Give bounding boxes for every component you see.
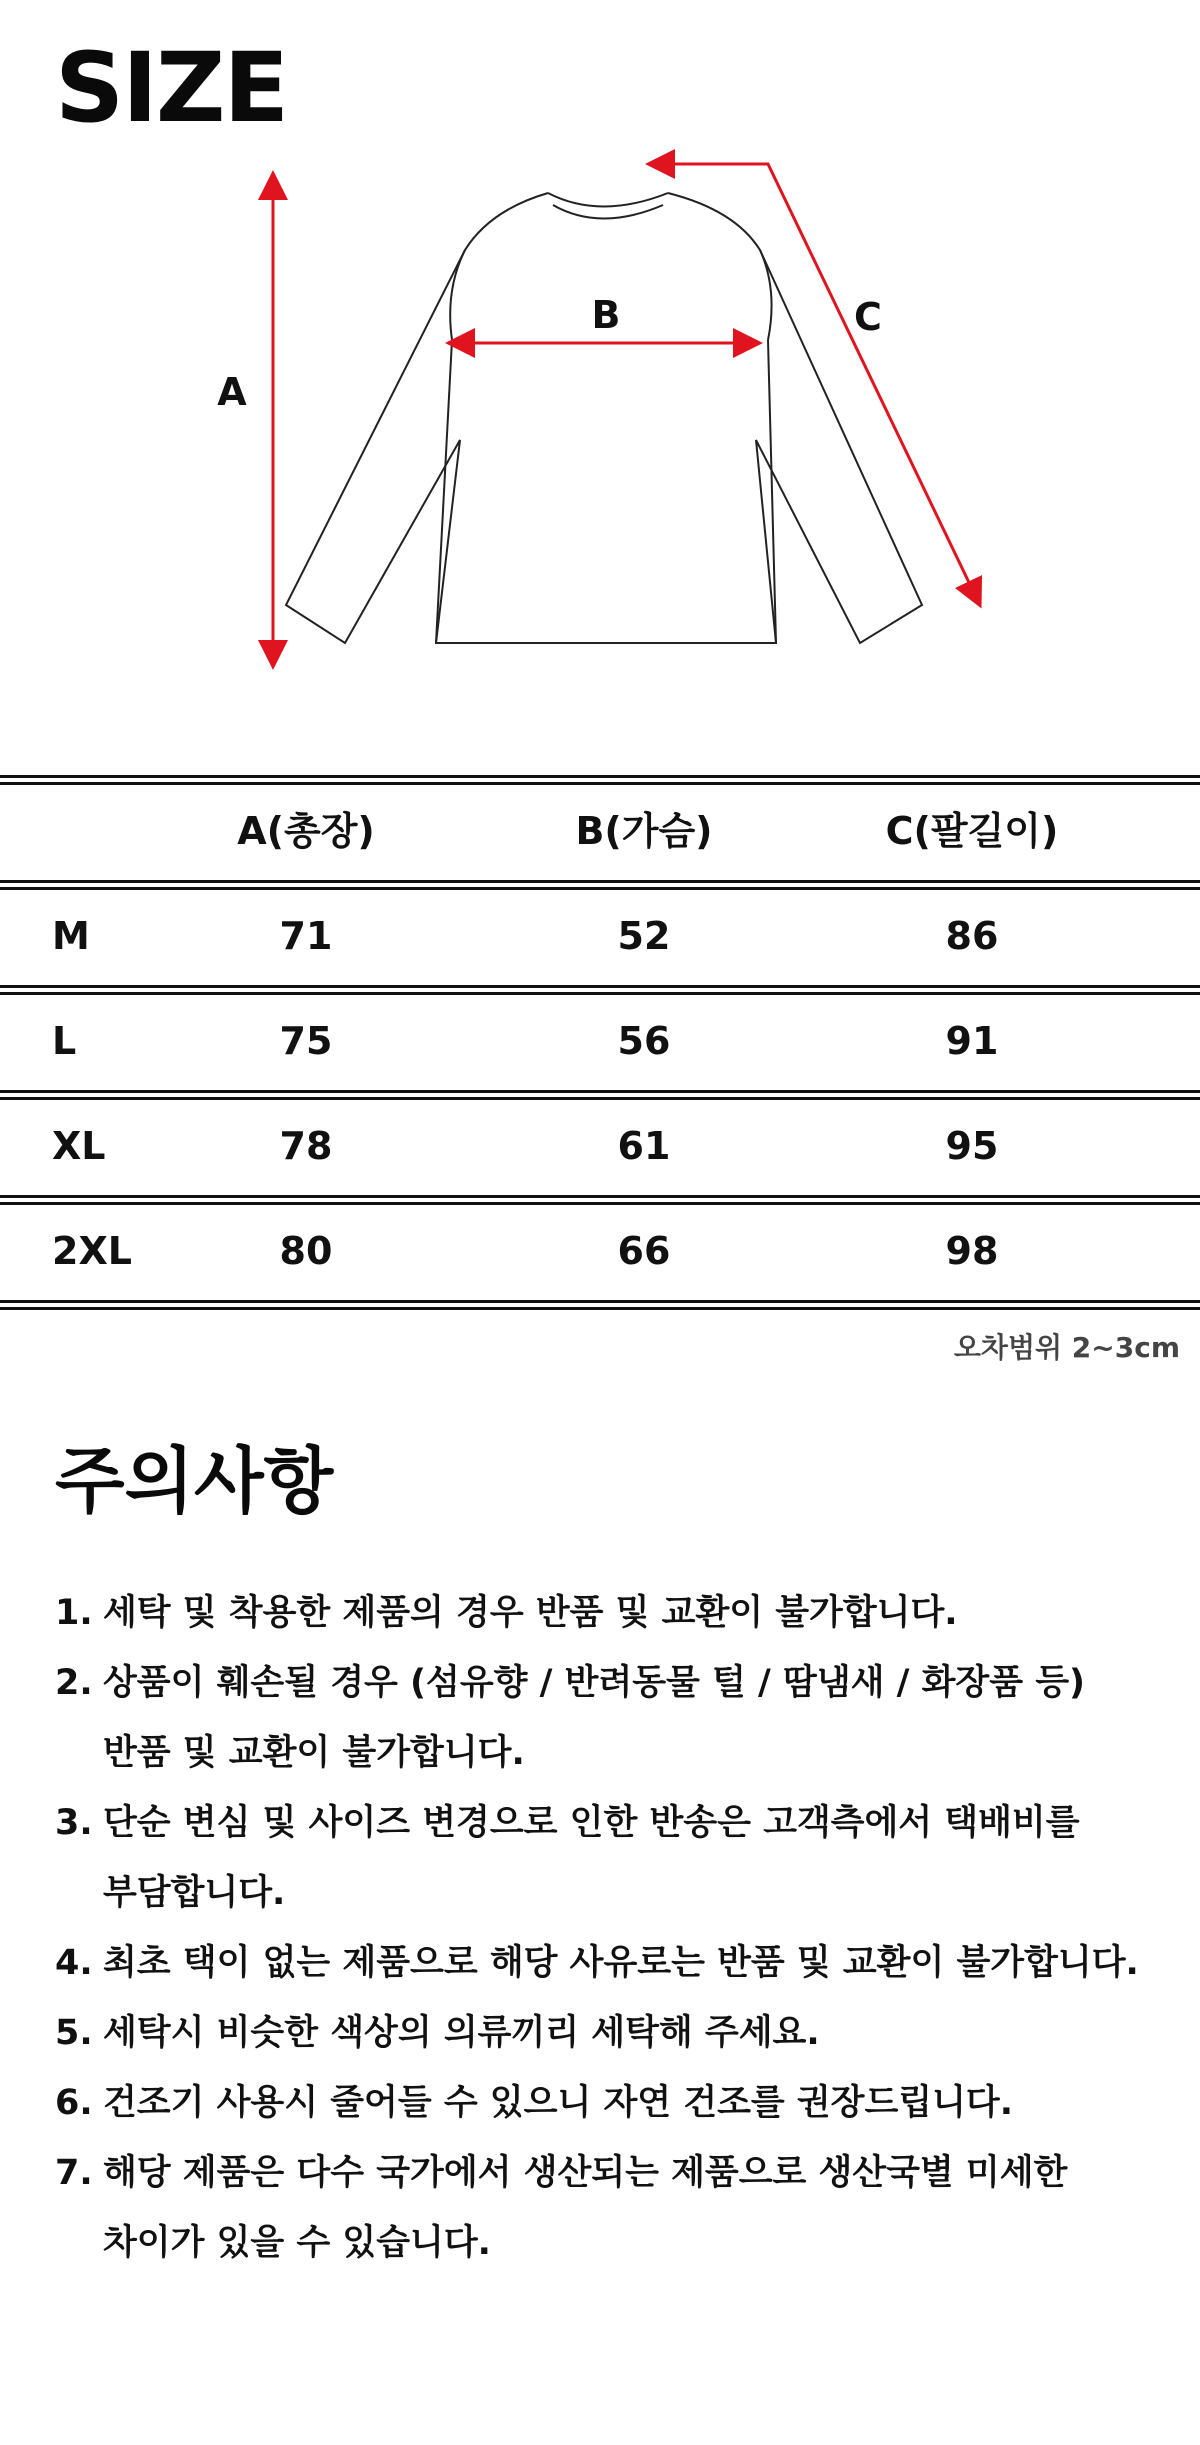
caution-number: 3. bbox=[55, 1803, 93, 1843]
header-sleeve: C(팔길이) bbox=[885, 809, 1059, 853]
chest-value: 52 bbox=[617, 914, 671, 958]
table-header-row bbox=[0, 775, 1200, 880]
caution-list bbox=[55, 1578, 1195, 2278]
label-c: C bbox=[854, 295, 882, 339]
sweatshirt-outline bbox=[286, 193, 922, 643]
row-divider bbox=[0, 985, 1200, 995]
caution-number: 4. bbox=[55, 1943, 93, 1983]
row-divider bbox=[0, 1090, 1200, 1100]
table-row bbox=[0, 1090, 1200, 1195]
caution-text: 상품이 훼손될 경우 (섬유향 / 반려동물 털 / 땀냄새 / 화장품 등) bbox=[103, 1663, 1086, 1703]
length-value: 78 bbox=[279, 1124, 333, 1168]
caution-text: 세탁시 비슷한 색상의 의류끼리 세탁해 주세요. bbox=[103, 2013, 820, 2053]
caution-item bbox=[55, 2068, 1195, 2138]
sleeve-value: 98 bbox=[945, 1229, 999, 1273]
table-row bbox=[0, 1195, 1200, 1300]
caution-item bbox=[55, 1998, 1195, 2068]
header-length: A(총장) bbox=[237, 809, 375, 853]
caution-number: 1. bbox=[55, 1593, 93, 1633]
header-chest: B(가슴) bbox=[575, 809, 713, 853]
table-row bbox=[0, 880, 1200, 985]
caution-item bbox=[55, 1648, 1195, 1788]
chest-value: 61 bbox=[617, 1124, 671, 1168]
caution-number: 6. bbox=[55, 2083, 93, 2123]
row-divider bbox=[0, 880, 1200, 890]
label-a: A bbox=[217, 370, 247, 414]
size-label: M bbox=[52, 914, 90, 958]
caution-text: 차이가 있을 수 있습니다. bbox=[103, 2223, 491, 2263]
table-row bbox=[0, 985, 1200, 1090]
caution-number: 2. bbox=[55, 1663, 93, 1703]
table-bottom-divider bbox=[0, 1300, 1200, 1310]
size-label: L bbox=[52, 1019, 77, 1063]
caution-text: 세탁 및 착용한 제품의 경우 반품 및 교환이 불가합니다. bbox=[103, 1593, 958, 1633]
label-b: B bbox=[591, 293, 621, 337]
caution-text: 최초 택이 없는 제품으로 해당 사유로는 반품 및 교환이 불가합니다. bbox=[103, 1943, 1139, 1983]
tolerance-note: 오차범위 2~3cm bbox=[953, 1331, 1180, 1364]
caution-item bbox=[55, 1788, 1195, 1928]
sleeve-arrow-c bbox=[660, 164, 975, 595]
garment-size-diagram bbox=[0, 140, 1200, 680]
caution-item bbox=[55, 1928, 1195, 1998]
sleeve-value: 86 bbox=[945, 914, 999, 958]
length-value: 75 bbox=[279, 1019, 333, 1063]
row-divider bbox=[0, 775, 1200, 785]
sleeve-value: 91 bbox=[945, 1019, 999, 1063]
chest-value: 56 bbox=[617, 1019, 671, 1063]
caution-text: 단순 변심 및 사이즈 변경으로 인한 반송은 고객측에서 택배비를 bbox=[103, 1803, 1080, 1843]
caution-item bbox=[55, 1578, 1195, 1648]
caution-text: 반품 및 교환이 불가합니다. bbox=[103, 1733, 525, 1773]
chest-value: 66 bbox=[617, 1229, 671, 1273]
caution-title: 주의사항 bbox=[55, 1439, 334, 1523]
caution-text: 부담합니다. bbox=[103, 1873, 286, 1913]
size-table bbox=[0, 775, 1200, 1300]
size-title: SIZE bbox=[55, 32, 288, 144]
size-label: XL bbox=[52, 1124, 106, 1168]
caution-text: 건조기 사용시 줄어들 수 있으니 자연 건조를 권장드립니다. bbox=[103, 2083, 1014, 2123]
length-value: 71 bbox=[279, 914, 333, 958]
size-label: 2XL bbox=[52, 1229, 132, 1273]
caution-text: 해당 제품은 다수 국가에서 생산되는 제품으로 생산국별 미세한 bbox=[103, 2153, 1068, 2193]
length-value: 80 bbox=[279, 1229, 333, 1273]
caution-item bbox=[55, 2138, 1195, 2278]
caution-number: 5. bbox=[55, 2013, 93, 2053]
caution-number: 7. bbox=[55, 2153, 93, 2193]
row-divider bbox=[0, 1195, 1200, 1205]
sleeve-value: 95 bbox=[945, 1124, 999, 1168]
